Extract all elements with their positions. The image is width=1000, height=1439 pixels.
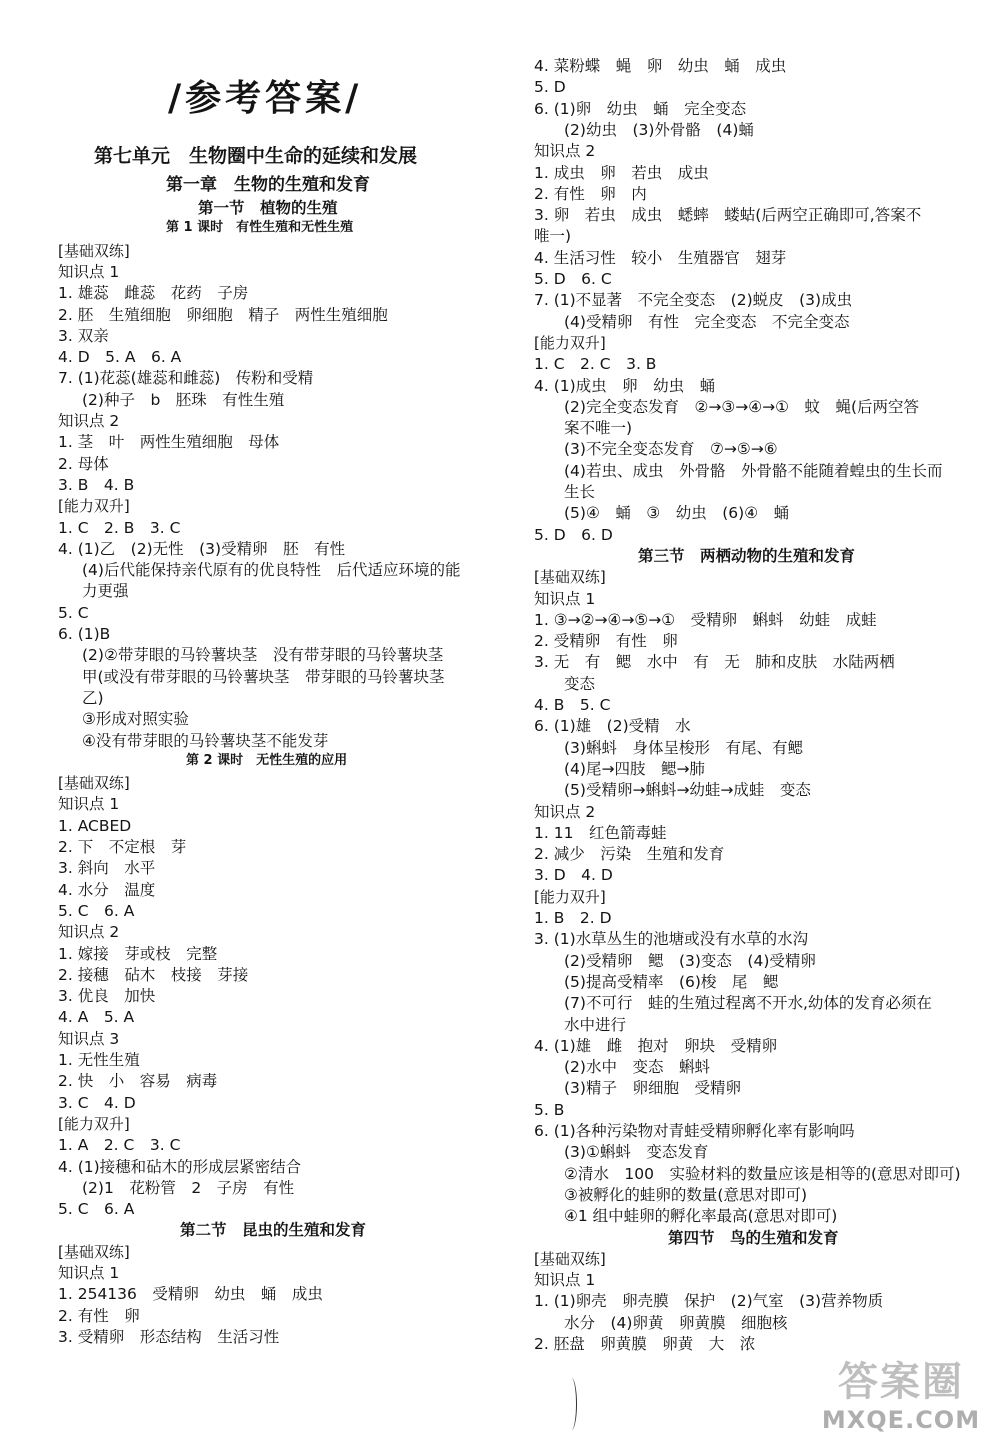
answer-line: 变态	[564, 674, 596, 693]
answer-line: 乙)	[82, 688, 104, 707]
exercise-section-label: [基础双练]	[534, 568, 606, 587]
answer-line: 水中进行	[564, 1015, 627, 1034]
answer-line: 5. D 6. C	[534, 270, 612, 288]
answer-line: 6. (1)雄 (2)受精 水	[534, 717, 691, 736]
answer-line: 1. 成虫 卵 若虫 成虫	[534, 163, 709, 182]
answer-line: 力更强	[82, 582, 129, 601]
answer-line: (4)若虫、成虫 外骨骼 外骨骼不能随着蝗虫的生长而	[564, 461, 943, 480]
answer-line: 2. 母体	[58, 454, 109, 473]
exercise-section-label: [能力双升]	[58, 1114, 130, 1133]
answer-line: 2. 胚盘 卵黄膜 卵黄 大 浓	[534, 1335, 756, 1353]
section-heading: 第一节 植物的生殖	[198, 199, 338, 217]
answer-line: (2)完全变态发育 ②→③→④→① 蚊 蝇(后两空答	[564, 397, 920, 416]
answer-line: 5. B	[534, 1100, 565, 1119]
answer-line: (2)1 花粉管 2 子房 有性	[82, 1178, 295, 1197]
answer-line: 7. (1)不显著 不完全变态 (2)蜕皮 (3)成虫	[534, 291, 853, 310]
answer-line: (5)受精卵→蝌蚪→幼蛙→成蛙 变态	[564, 781, 811, 800]
answer-line: (2)水中 变态 蝌蚪	[564, 1058, 710, 1077]
answer-line: 知识点 3	[58, 1029, 120, 1048]
answer-line: 知识点 1	[534, 1271, 596, 1290]
answer-line: (7)不可行 蛙的生殖过程离不开水,幼体的发育必须在	[564, 994, 932, 1013]
answer-line: 5. C 6. A	[58, 901, 135, 920]
answer-line: (3)①蝌蚪 变态发育	[564, 1143, 709, 1162]
answer-line: 唯一)	[534, 227, 572, 246]
answer-line: 1. (1)卵壳 卵壳膜 保护 (2)气室 (3)营养物质	[534, 1292, 884, 1311]
answer-line: 1. C 2. B 3. C	[58, 518, 181, 537]
answer-line: 4. (1)乙 (2)无性 (3)受精卵 胚 有性	[58, 539, 346, 558]
answer-line: 5. C 6. A	[58, 1200, 135, 1219]
answer-line: (3)精子 卵细胞 受精卵	[564, 1079, 741, 1098]
answer-line: 2. 胚 生殖细胞 卵细胞 精子 两性生殖细胞	[58, 305, 388, 324]
exercise-section-label: [基础双练]	[58, 1242, 130, 1261]
answer-line: 1. 嫁接 芽或枝 完整	[58, 944, 218, 963]
answer-line: 3. D 4. D	[534, 866, 613, 885]
answer-line: 3. 双亲	[58, 326, 109, 345]
answer-line: ③形成对照实验	[82, 710, 189, 729]
answer-line: 1. B 2. D	[534, 909, 612, 927]
answer-line: ④1 组中蛙卵的孵化率最高(意思对即可)	[564, 1207, 838, 1226]
answer-line: 1. 11 红色箭毒蛙	[534, 823, 667, 842]
answer-line: 6. (1)B	[58, 625, 111, 643]
page-title: /参考答案/	[168, 77, 363, 119]
section-heading: 第二节 昆虫的生殖和发育	[180, 1221, 367, 1240]
exercise-section-label: [能力双升]	[58, 497, 130, 516]
page-curl-mark	[566, 1378, 577, 1430]
answer-line: 4. (1)接穗和砧木的形成层紧密结合	[58, 1157, 302, 1176]
answer-line: (2)幼虫 (3)外骨骼 (4)蛹	[564, 120, 754, 139]
answer-line: 1. 雄蕊 雌蕊 花药 子房	[58, 284, 249, 303]
answer-line: (4)后代能保持亲代原有的优良特性 后代适应环境的能	[82, 561, 461, 580]
answer-line: (3)蝌蚪 身体呈梭形 有尾、有鳃	[564, 738, 803, 757]
answer-line: 1. ③→②→④→⑤→① 受精卵 蝌蚪 幼蛙 成蛙	[534, 610, 877, 629]
answer-line: 4. B 5. C	[534, 696, 611, 714]
answer-line: 知识点 1	[58, 795, 120, 814]
answer-line: 3. B 4. B	[58, 475, 135, 494]
answer-line: 知识点 1	[534, 589, 596, 608]
watermark-url: MXQE.COM	[821, 1406, 981, 1434]
answer-line: 2. 减少 污染 生殖和发育	[534, 845, 725, 864]
answer-line: 7. (1)花蕊(雄蕊和雌蕊) 传粉和受精	[58, 369, 314, 388]
answer-line: 3. C 4. D	[58, 1093, 136, 1112]
answer-line: 生长	[564, 483, 596, 501]
answer-line: 3. 无 有 鳃 水中 有 无 肺和皮肤 水陆两栖	[534, 653, 895, 672]
answer-line: 3. 受精卵 形态结构 生活习性	[58, 1327, 280, 1346]
answer-line: 5. D	[534, 78, 566, 97]
lesson-heading: 第 1 课时 有性生殖和无性生殖	[166, 220, 354, 236]
exercise-section-label: [能力双升]	[534, 887, 606, 906]
answer-line: 4. 水分 温度	[58, 880, 156, 899]
exercise-section-label: [能力双升]	[534, 333, 606, 352]
answer-line: (5)④ 蛹 ③ 幼虫 (6)④ 蛹	[564, 504, 790, 523]
answer-line: 6. (1)卵 幼虫 蛹 完全变态	[534, 99, 747, 118]
answer-line: 2. 受精卵 有性 卵	[534, 632, 678, 651]
answer-line: ②清水 100 实验材料的数量应该是相等的(意思对即可)	[564, 1164, 961, 1183]
answer-line: 5. D 6. D	[534, 525, 613, 544]
answer-line: 4. (1)成虫 卵 幼虫 蛹	[534, 376, 716, 395]
answer-line: 甲(或没有带芽眼的马铃薯块茎 带芽眼的马铃薯块茎	[82, 667, 445, 686]
answer-line: 案不唯一)	[564, 419, 633, 438]
answer-line: 1. C 2. C 3. B	[534, 355, 657, 374]
answer-line: 知识点 2	[58, 412, 120, 430]
answer-line: 4. (1)雄 雌 抱对 卵块 受精卵	[534, 1036, 778, 1055]
answer-line: (4)受精卵 有性 完全变态 不完全变态	[564, 312, 850, 331]
exercise-section-label: [基础双练]	[58, 774, 130, 793]
answer-line: 3. (1)水草丛生的池塘或没有水草的水沟	[534, 930, 809, 949]
answer-line: 知识点 2	[58, 923, 120, 942]
answer-line: 1. 254136 受精卵 幼虫 蛹 成虫	[58, 1285, 323, 1304]
answer-line: 1. 无性生殖	[58, 1051, 140, 1069]
answer-line: (3)不完全变态发育 ⑦→⑤→⑥	[564, 440, 778, 459]
answer-line: 2. 下 不定根 芽	[58, 838, 187, 856]
answer-line: 知识点 2	[534, 802, 596, 821]
unit-heading: 第七单元 生物圈中生命的延续和发展	[94, 145, 418, 167]
answer-line: 2. 接穗 砧木 枝接 芽接	[58, 965, 249, 984]
section-heading: 第四节 鸟的生殖和发育	[668, 1228, 839, 1247]
answer-line: ④没有带芽眼的马铃薯块茎不能发芽	[82, 731, 329, 750]
answer-line: 2. 有性 卵	[58, 1306, 140, 1325]
exercise-section-label: [基础双练]	[534, 1249, 606, 1268]
answer-line: 知识点 1	[58, 1264, 120, 1282]
exercise-section-label: [基础双练]	[58, 241, 130, 260]
answer-line: 3. 优良 加快	[58, 987, 156, 1006]
answer-line: 4. 菜粉蝶 蝇 卵 幼虫 蛹 成虫	[534, 57, 787, 75]
answer-line: (5)提高受精率 (6)梭 尾 鳃	[564, 972, 779, 991]
answer-line: (2)受精卵 鳃 (3)变态 (4)受精卵	[564, 951, 816, 970]
answer-line: 4. A 5. A	[58, 1008, 135, 1027]
watermark-logo: 答案圈	[838, 1359, 964, 1405]
answer-line: 2. 有性 卵 内	[534, 184, 647, 203]
chapter-heading: 第一章 生物的生殖和发育	[166, 175, 370, 195]
answer-line: 4. 生活习性 较小 生殖器官 翅芽	[534, 248, 787, 267]
answer-line: 5. C	[58, 603, 89, 622]
answer-line: 6. (1)各种污染物对青蛙受精卵孵化率有影响吗	[534, 1122, 855, 1140]
answer-line: 2. 快 小 容易 病毒	[58, 1072, 218, 1091]
answer-line: 1. 茎 叶 两性生殖细胞 母体	[58, 433, 280, 452]
answer-line: 知识点 2	[534, 142, 596, 161]
section-heading: 第三节 两栖动物的生殖和发育	[638, 546, 856, 565]
answer-line: 水分 (4)卵黄 卵黄膜 细胞核	[564, 1313, 788, 1332]
answer-line: 知识点 1	[58, 262, 120, 281]
answer-line: 4. D 5. A 6. A	[58, 348, 182, 367]
answer-line: (4)尾→四肢 鳃→肺	[564, 759, 705, 778]
answer-line: 3. 卵 若虫 成虫 蟋蟀 蝼蛄(后两空正确即可,答案不	[534, 206, 922, 225]
answer-line: (2)种子 b 胚珠 有性生殖	[82, 390, 285, 409]
watermark	[806, 1356, 996, 1436]
answer-line: (2)②带芽眼的马铃薯块茎 没有带芽眼的马铃薯块茎	[82, 646, 444, 665]
answer-line: 1. A 2. C 3. C	[58, 1136, 181, 1155]
lesson-heading: 第 2 课时 无性生殖的应用	[186, 752, 348, 768]
answer-line: 3. 斜向 水平	[58, 859, 156, 878]
answer-line: 1. ACBED	[58, 816, 132, 835]
answer-line: ③被孵化的蛙卵的数量(意思对即可)	[564, 1185, 807, 1204]
